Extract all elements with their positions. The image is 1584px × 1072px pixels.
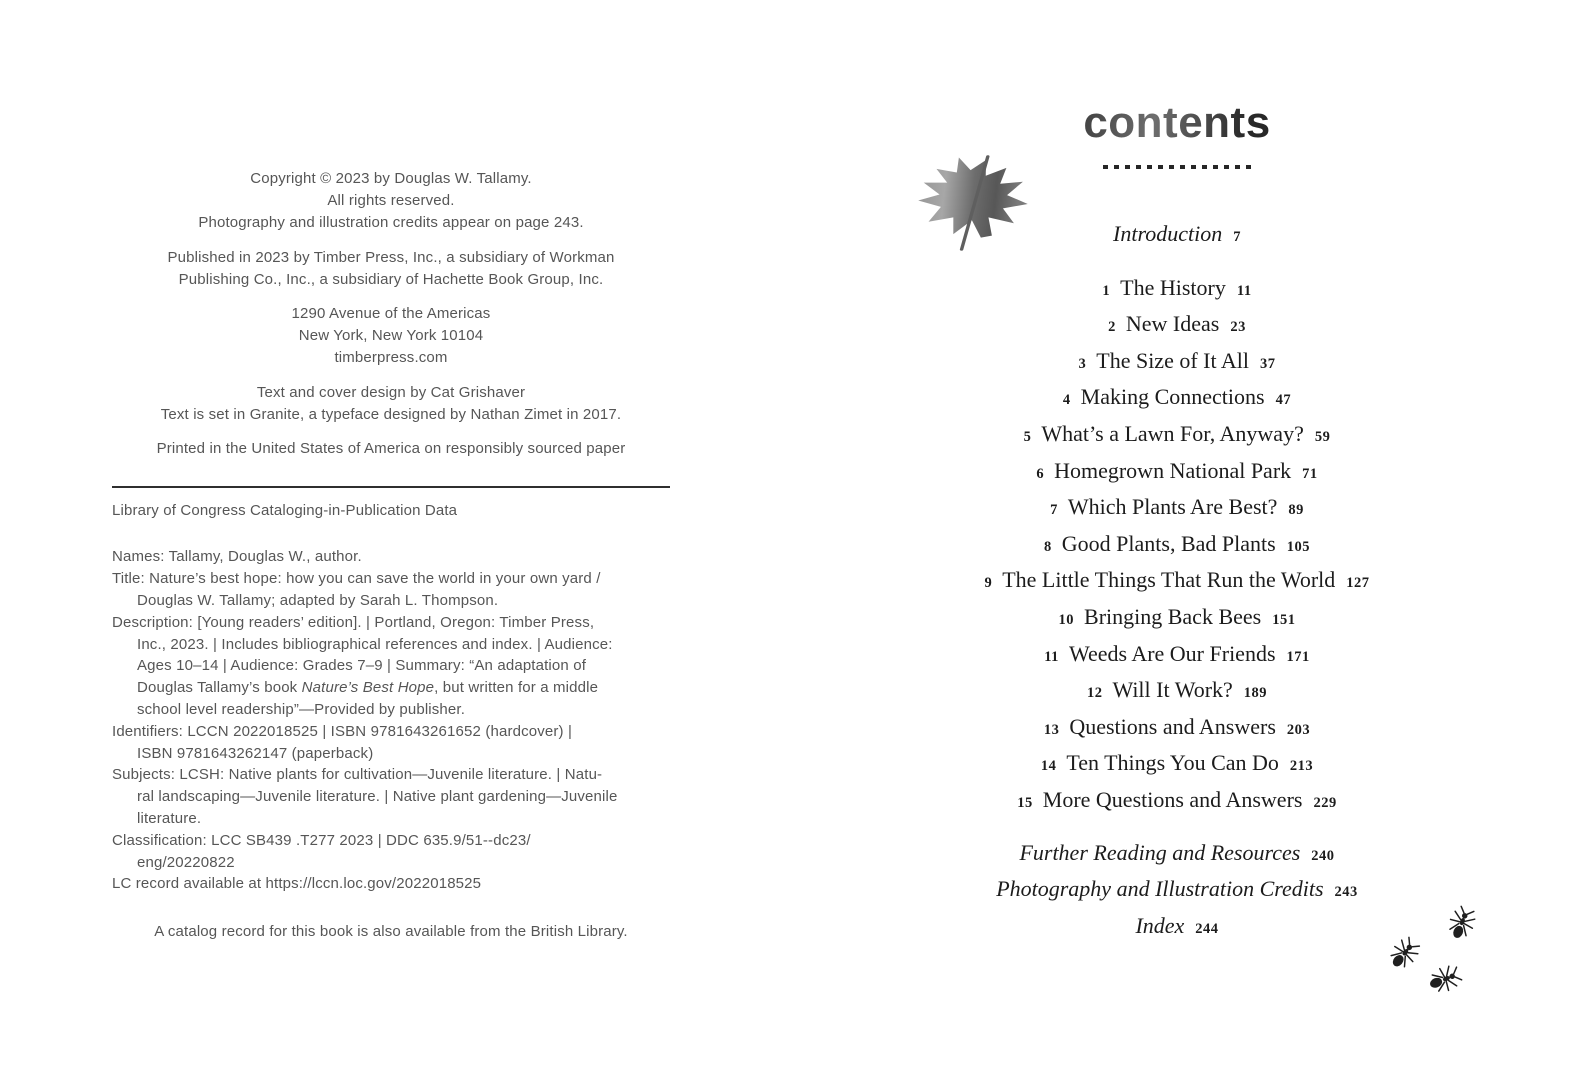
toc-entry — [897, 421, 1457, 458]
page-number: 229 — [1313, 794, 1337, 811]
chapter-title: Making Connections — [1080, 384, 1265, 410]
cip-lines — [112, 546, 670, 895]
text-line: timberpress.com — [334, 349, 448, 367]
chapter-title: Which Plants Are Best? — [1067, 494, 1278, 520]
page-title: contents — [897, 98, 1457, 148]
copyright-paragraph — [112, 438, 670, 460]
copyright-paragraph — [112, 303, 670, 370]
text-line: Photography and illustration credits appear on page 243. — [198, 214, 584, 232]
cip-heading: Library of Congress Cataloging-in-Publication Data — [112, 502, 458, 520]
cip-line: Names: Tallamy, Douglas W., author. — [112, 548, 362, 566]
page-number: 37 — [1260, 355, 1276, 372]
chapter-title: What’s a Lawn For, Anyway? — [1041, 420, 1304, 446]
chapter-title: Questions and Answers — [1069, 713, 1276, 739]
text-line: Text is set in Granite, a typeface designed by Nathan Zimet in 2017. — [160, 405, 622, 423]
cip-line: Inc., 2023. | Includes bibliographical references and index. | Audience: — [137, 635, 613, 653]
page-number: 151 — [1272, 611, 1296, 628]
chapter-number: 11 — [1044, 648, 1059, 665]
toc-entry — [897, 458, 1457, 495]
chapter-number: 14 — [1040, 758, 1057, 775]
chapter-number: 6 — [1036, 465, 1045, 482]
page-number: 171 — [1286, 648, 1310, 665]
chapter-number: 3 — [1078, 355, 1087, 372]
british-library-note: A catalog record for this book is also available from the British Library. — [154, 923, 628, 941]
page-number: 203 — [1286, 721, 1311, 738]
cip-line: Title: Nature’s best hope: how you can save the world in your own yard / — [112, 570, 601, 588]
page-number: 11 — [1236, 282, 1252, 299]
toc-entry — [897, 714, 1457, 751]
page-number: 7 — [1233, 229, 1241, 245]
chapter-number: 9 — [984, 575, 993, 592]
chapter-title: Homegrown National Park — [1054, 457, 1292, 483]
cip-line: Subjects: LCSH: Native plants for cultivation—Juvenile literature. | Natu- — [112, 766, 603, 784]
contents-page — [897, 0, 1457, 1072]
horizontal-rule — [112, 486, 670, 488]
chapter-title: The History — [1120, 274, 1226, 300]
toc-entry — [897, 840, 1457, 877]
chapter-title: Bringing Back Bees — [1084, 603, 1262, 629]
cip-line: Douglas W. Tallamy; adapted by Sarah L. Thompson. — [137, 592, 499, 610]
text-line: 1290 Avenue of the Americas — [291, 305, 491, 323]
toc-entry — [897, 275, 1457, 312]
toc-entry — [897, 787, 1457, 824]
chapter-title: New Ideas — [1125, 311, 1220, 337]
page-number: 105 — [1286, 538, 1310, 555]
toc-list — [897, 221, 1457, 949]
copyright-paragraph — [112, 168, 670, 235]
page-number: 89 — [1288, 502, 1304, 519]
cip-line: school level readership”—Provided by publisher. — [137, 701, 466, 719]
text-line: Text and cover design by Cat Grishaver — [256, 383, 526, 401]
text-line: New York, New York 10104 — [298, 327, 484, 345]
chapter-number: 13 — [1043, 721, 1060, 738]
chapter-number: 8 — [1044, 538, 1052, 555]
ants-icon — [1370, 886, 1485, 1011]
toc-entry — [897, 494, 1457, 531]
chapter-title: Photography and Illustration Credits — [996, 876, 1324, 902]
chapter-title: The Little Things That Run the World — [1002, 567, 1336, 593]
text-line: Copyright © 2023 by Douglas W. Tallamy. — [250, 170, 532, 187]
cip-line: ISBN 9781643262147 (paperback) — [137, 744, 374, 762]
cip-line: Description: [Young readers’ edition]. | Portland, Oregon: Timber Press, — [112, 613, 595, 631]
page-number: 127 — [1346, 575, 1370, 592]
cip-line: ral landscaping—Juvenile literature. | Native plant gardening—Juvenile — [137, 788, 618, 806]
text-line: All rights reserved. — [327, 192, 455, 210]
chapter-title: Ten Things You Can Do — [1066, 750, 1279, 776]
chapter-number: 4 — [1062, 392, 1071, 409]
cip-line: LC record available at https://lccn.loc.gov/2022018525 — [112, 875, 482, 893]
chapter-number: 12 — [1086, 685, 1103, 702]
chapter-title: The Size of It All — [1096, 347, 1249, 373]
page-number: 243 — [1334, 884, 1358, 901]
copyright-paragraph — [112, 247, 670, 291]
cip-line: literature. — [137, 810, 202, 827]
chapter-title: More Questions and Answers — [1042, 786, 1303, 812]
chapter-title: Introduction — [1113, 221, 1223, 246]
toc-intro — [897, 221, 1457, 258]
toc-entry — [897, 348, 1457, 385]
toc-entry — [897, 311, 1457, 348]
page-number: 59 — [1314, 428, 1331, 445]
page-number: 189 — [1243, 685, 1268, 702]
text-line: Printed in the United States of America on responsibly sourced paper — [156, 440, 626, 458]
chapter-number: 10 — [1058, 611, 1075, 628]
cip-line: Classification: LCC SB439 .T277 2023 | DDC 635.9/51--dc23/ — [112, 831, 531, 849]
toc-entry — [897, 567, 1457, 604]
cip-line: Identifiers: LCCN 2022018525 | ISBN 9781643261652 (hardcover) | — [112, 722, 573, 740]
page-number: 240 — [1311, 847, 1335, 864]
dotted-divider-icon — [1103, 165, 1251, 169]
chapter-title: Weeds Are Our Friends — [1068, 640, 1276, 666]
cip-line: Ages 10–14 | Audience: Grades 7–9 | Summary: “An adaptation of — [137, 657, 587, 675]
book-title-italic: Nature’s Best Hope — [301, 679, 435, 697]
chapter-number: 2 — [1108, 319, 1116, 336]
page-number: 244 — [1195, 920, 1219, 937]
copyright-paragraph — [112, 382, 670, 426]
page-number: 47 — [1275, 392, 1292, 409]
page-number: 23 — [1230, 319, 1246, 336]
copyright-block — [112, 168, 670, 460]
toc-entry — [897, 677, 1457, 714]
chapter-title: Will It Work? — [1112, 677, 1233, 703]
cip-line: eng/20220822 — [137, 853, 235, 871]
chapter-number: 5 — [1023, 428, 1032, 445]
page-number: 213 — [1289, 758, 1314, 775]
toc-entry — [897, 531, 1457, 568]
toc-chapters — [897, 275, 1457, 824]
toc-entry — [897, 604, 1457, 641]
chapter-title: Further Reading and Resources — [1019, 839, 1301, 865]
copyright-page — [112, 168, 670, 943]
toc-entry — [897, 641, 1457, 678]
chapter-title: Index — [1135, 912, 1185, 938]
text-line: Published in 2023 by Timber Press, Inc., a subsidiary of Workman — [167, 248, 615, 266]
page-number: 71 — [1302, 465, 1318, 482]
chapter-number: 1 — [1102, 282, 1111, 299]
text-line: Publishing Co., Inc., a subsidiary of Hachette Book Group, Inc. — [178, 270, 604, 288]
chapter-title: Good Plants, Bad Plants — [1061, 530, 1276, 556]
toc-entry — [897, 221, 1457, 258]
toc-entry — [897, 750, 1457, 787]
cip-line: Douglas Tallamy’s book Nature’s Best Hope, but written for a middle — [137, 679, 599, 697]
toc-entry — [897, 384, 1457, 421]
chapter-number: 15 — [1017, 794, 1033, 811]
chapter-number: 7 — [1050, 502, 1058, 519]
